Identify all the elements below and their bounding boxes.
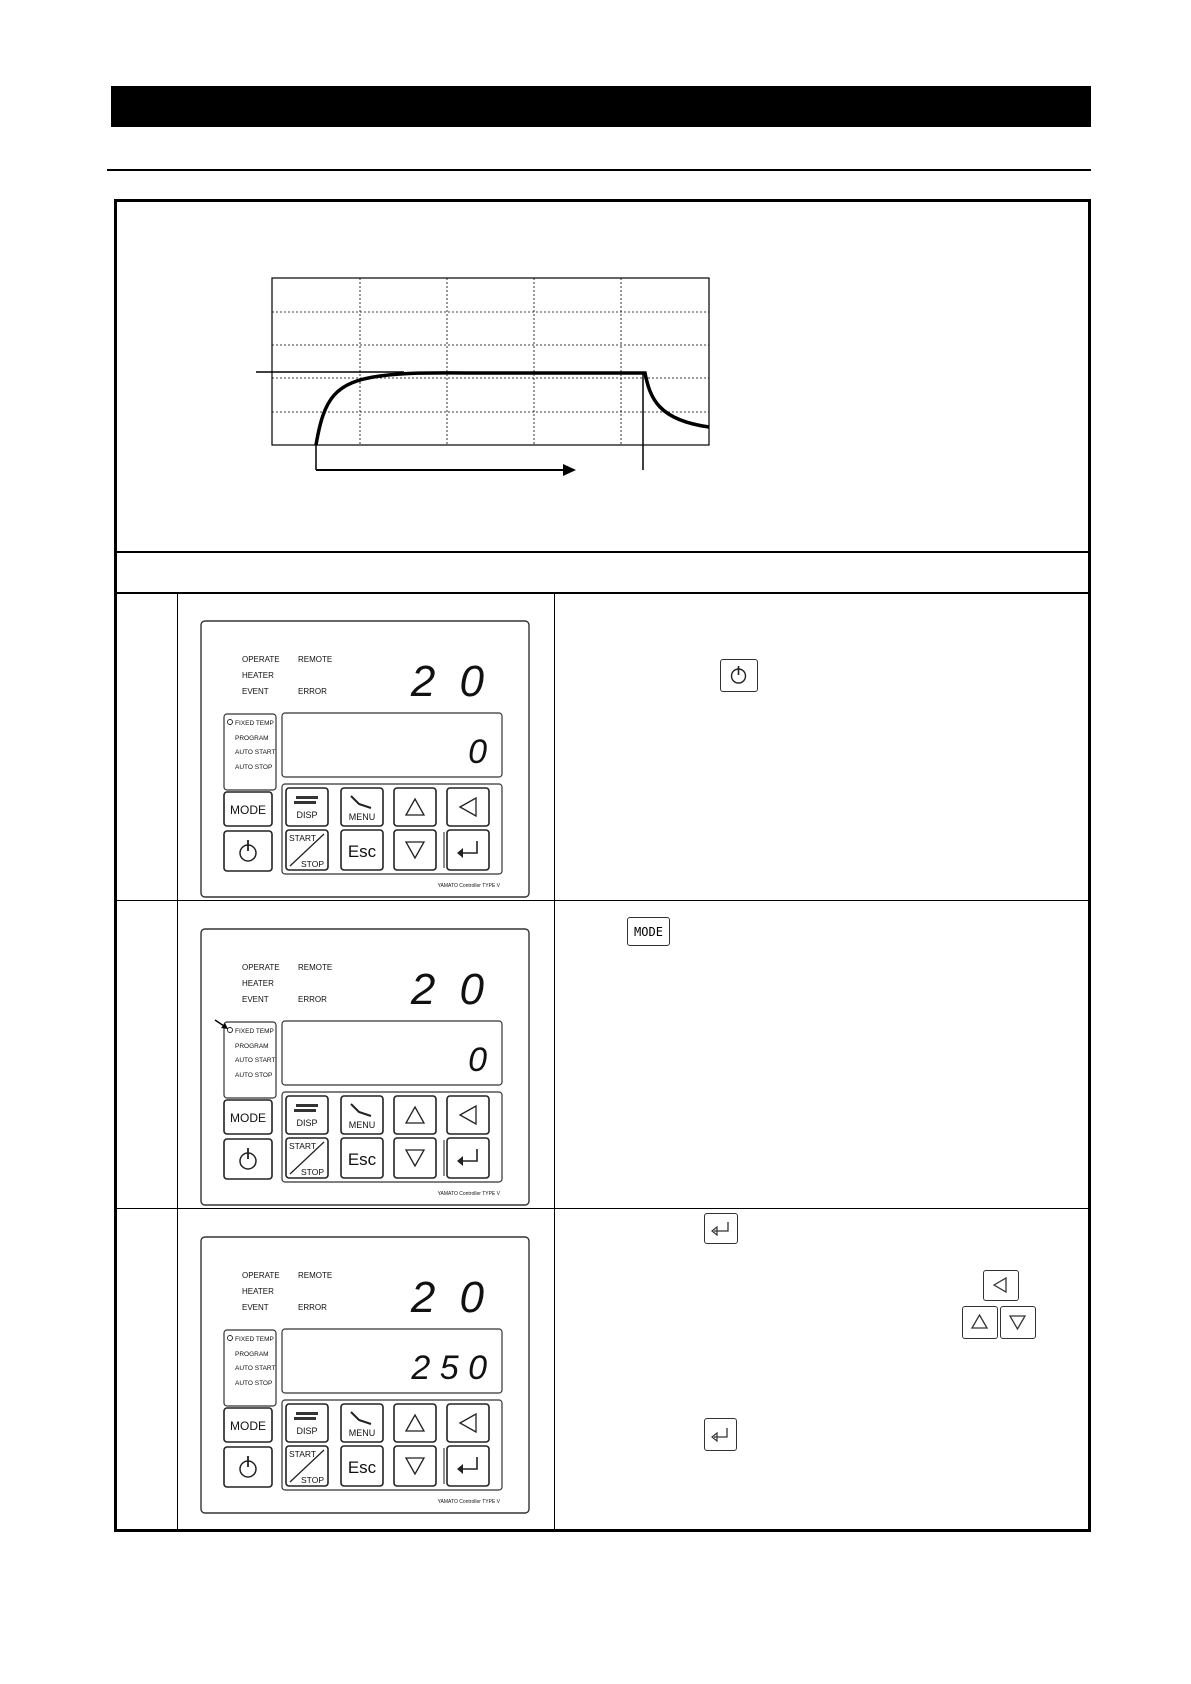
step-divider-2 bbox=[117, 1208, 1088, 1209]
controller-panel-step-3 bbox=[200, 1236, 532, 1516]
disp-key-bar-1 bbox=[296, 796, 318, 799]
mode-fixed-temp: FIXED TEMP bbox=[235, 720, 274, 727]
mode-key-label: MODE bbox=[230, 803, 266, 817]
brand-label: YAMATO Controller TYPE V bbox=[437, 1499, 500, 1505]
power-key-icon bbox=[720, 659, 758, 692]
mode-program: PROGRAM bbox=[235, 735, 269, 742]
mode-key-label: MODE bbox=[230, 1111, 266, 1125]
indicator-event: EVENT bbox=[242, 1303, 269, 1312]
mode-auto-start: AUTO START bbox=[235, 1057, 276, 1064]
up-key bbox=[394, 1096, 436, 1134]
disp-key-bar-2 bbox=[294, 801, 316, 804]
esc-key-label: Esc bbox=[347, 842, 377, 861]
step-number-column-line bbox=[177, 593, 178, 1529]
mode-auto-stop: AUTO STOP bbox=[235, 1072, 273, 1079]
enter-key bbox=[447, 830, 489, 870]
up-key bbox=[394, 788, 436, 826]
indicator-operate: OPERATE bbox=[242, 963, 280, 972]
up-key-icon bbox=[962, 1306, 998, 1339]
image-column-line bbox=[554, 593, 555, 1529]
upper-display: 2 0 bbox=[410, 1273, 490, 1322]
indicator-error: ERROR bbox=[298, 1303, 327, 1312]
disp-key bbox=[286, 1096, 328, 1134]
disp-key-label: DISP bbox=[296, 810, 318, 820]
indicator-event: EVENT bbox=[242, 995, 269, 1004]
disp-key bbox=[286, 788, 328, 826]
indicator-error: ERROR bbox=[298, 687, 327, 696]
indicator-remote: REMOTE bbox=[298, 655, 333, 664]
stop-key-label: STOP bbox=[301, 1475, 324, 1485]
mode-auto-stop: AUTO STOP bbox=[235, 764, 273, 771]
disp-key-label: DISP bbox=[296, 1426, 318, 1436]
disp-key bbox=[286, 1404, 328, 1442]
left-key bbox=[447, 788, 489, 826]
enter-key bbox=[447, 1138, 489, 1178]
disp-key-bar-2 bbox=[294, 1417, 316, 1420]
controller-panel-step-1 bbox=[200, 620, 532, 900]
temperature-profile-graph bbox=[240, 270, 720, 480]
mode-key-label: MODE bbox=[634, 924, 663, 939]
up-key bbox=[394, 1404, 436, 1442]
menu-key-label: MENU bbox=[348, 1120, 376, 1130]
disp-key-label: DISP bbox=[296, 1118, 318, 1128]
start-key-label: START bbox=[289, 1449, 317, 1459]
mode-key-icon bbox=[627, 917, 670, 946]
disp-key-bar-2 bbox=[294, 1109, 316, 1112]
mode-auto-start: AUTO START bbox=[235, 1365, 276, 1372]
duration-arrow-head bbox=[563, 464, 576, 476]
stop-key-label: STOP bbox=[301, 859, 324, 869]
enter-key-icon bbox=[704, 1213, 738, 1244]
lower-display: 2 5 0 bbox=[411, 1349, 487, 1387]
stop-key-label: STOP bbox=[301, 1167, 324, 1177]
temperature-curve bbox=[316, 373, 709, 445]
mode-auto-start: AUTO START bbox=[235, 749, 276, 756]
esc-key-label: Esc bbox=[347, 1458, 377, 1477]
indicator-heater: HEATER bbox=[242, 1287, 274, 1296]
down-key bbox=[394, 830, 436, 870]
indicator-remote: REMOTE bbox=[298, 1271, 333, 1280]
indicator-heater: HEATER bbox=[242, 979, 274, 988]
step-divider-1 bbox=[117, 900, 1088, 901]
left-key-icon bbox=[983, 1270, 1019, 1301]
esc-key-label: Esc bbox=[347, 1150, 377, 1169]
indicator-remote: REMOTE bbox=[298, 963, 333, 972]
down-key bbox=[394, 1138, 436, 1178]
upper-display: 2 0 bbox=[410, 965, 490, 1014]
mode-fixed-temp: FIXED TEMP bbox=[235, 1028, 274, 1035]
header-rule bbox=[107, 169, 1091, 171]
mode-auto-stop: AUTO STOP bbox=[235, 1380, 273, 1387]
mode-fixed-temp: FIXED TEMP bbox=[235, 1336, 274, 1343]
menu-key-label: MENU bbox=[348, 1428, 376, 1438]
left-key bbox=[447, 1404, 489, 1442]
upper-display: 2 0 bbox=[410, 657, 490, 706]
down-key bbox=[394, 1446, 436, 1486]
controller-panel-step-2 bbox=[200, 928, 532, 1208]
start-key-label: START bbox=[289, 1141, 317, 1151]
down-key-icon bbox=[1000, 1306, 1036, 1339]
brand-label: YAMATO Controller TYPE V bbox=[437, 883, 500, 889]
indicator-error: ERROR bbox=[298, 995, 327, 1004]
indicator-operate: OPERATE bbox=[242, 655, 280, 664]
enter-key-icon-2 bbox=[704, 1418, 737, 1451]
start-key-label: START bbox=[289, 833, 317, 843]
disp-key-bar-1 bbox=[296, 1412, 318, 1415]
indicator-operate: OPERATE bbox=[242, 1271, 280, 1280]
indicator-event: EVENT bbox=[242, 687, 269, 696]
disp-key-bar-1 bbox=[296, 1104, 318, 1107]
section-divider bbox=[117, 592, 1088, 594]
lower-display: 0 bbox=[468, 1041, 487, 1079]
menu-key-label: MENU bbox=[348, 812, 376, 822]
lower-display: 0 bbox=[468, 733, 487, 771]
mode-program: PROGRAM bbox=[235, 1043, 269, 1050]
brand-label: YAMATO Controller TYPE V bbox=[437, 1191, 500, 1197]
header-bar bbox=[111, 86, 1091, 127]
indicator-heater: HEATER bbox=[242, 671, 274, 680]
diagram-divider bbox=[117, 551, 1088, 553]
enter-key bbox=[447, 1446, 489, 1486]
mode-key-label: MODE bbox=[230, 1419, 266, 1433]
mode-program: PROGRAM bbox=[235, 1351, 269, 1358]
left-key bbox=[447, 1096, 489, 1134]
